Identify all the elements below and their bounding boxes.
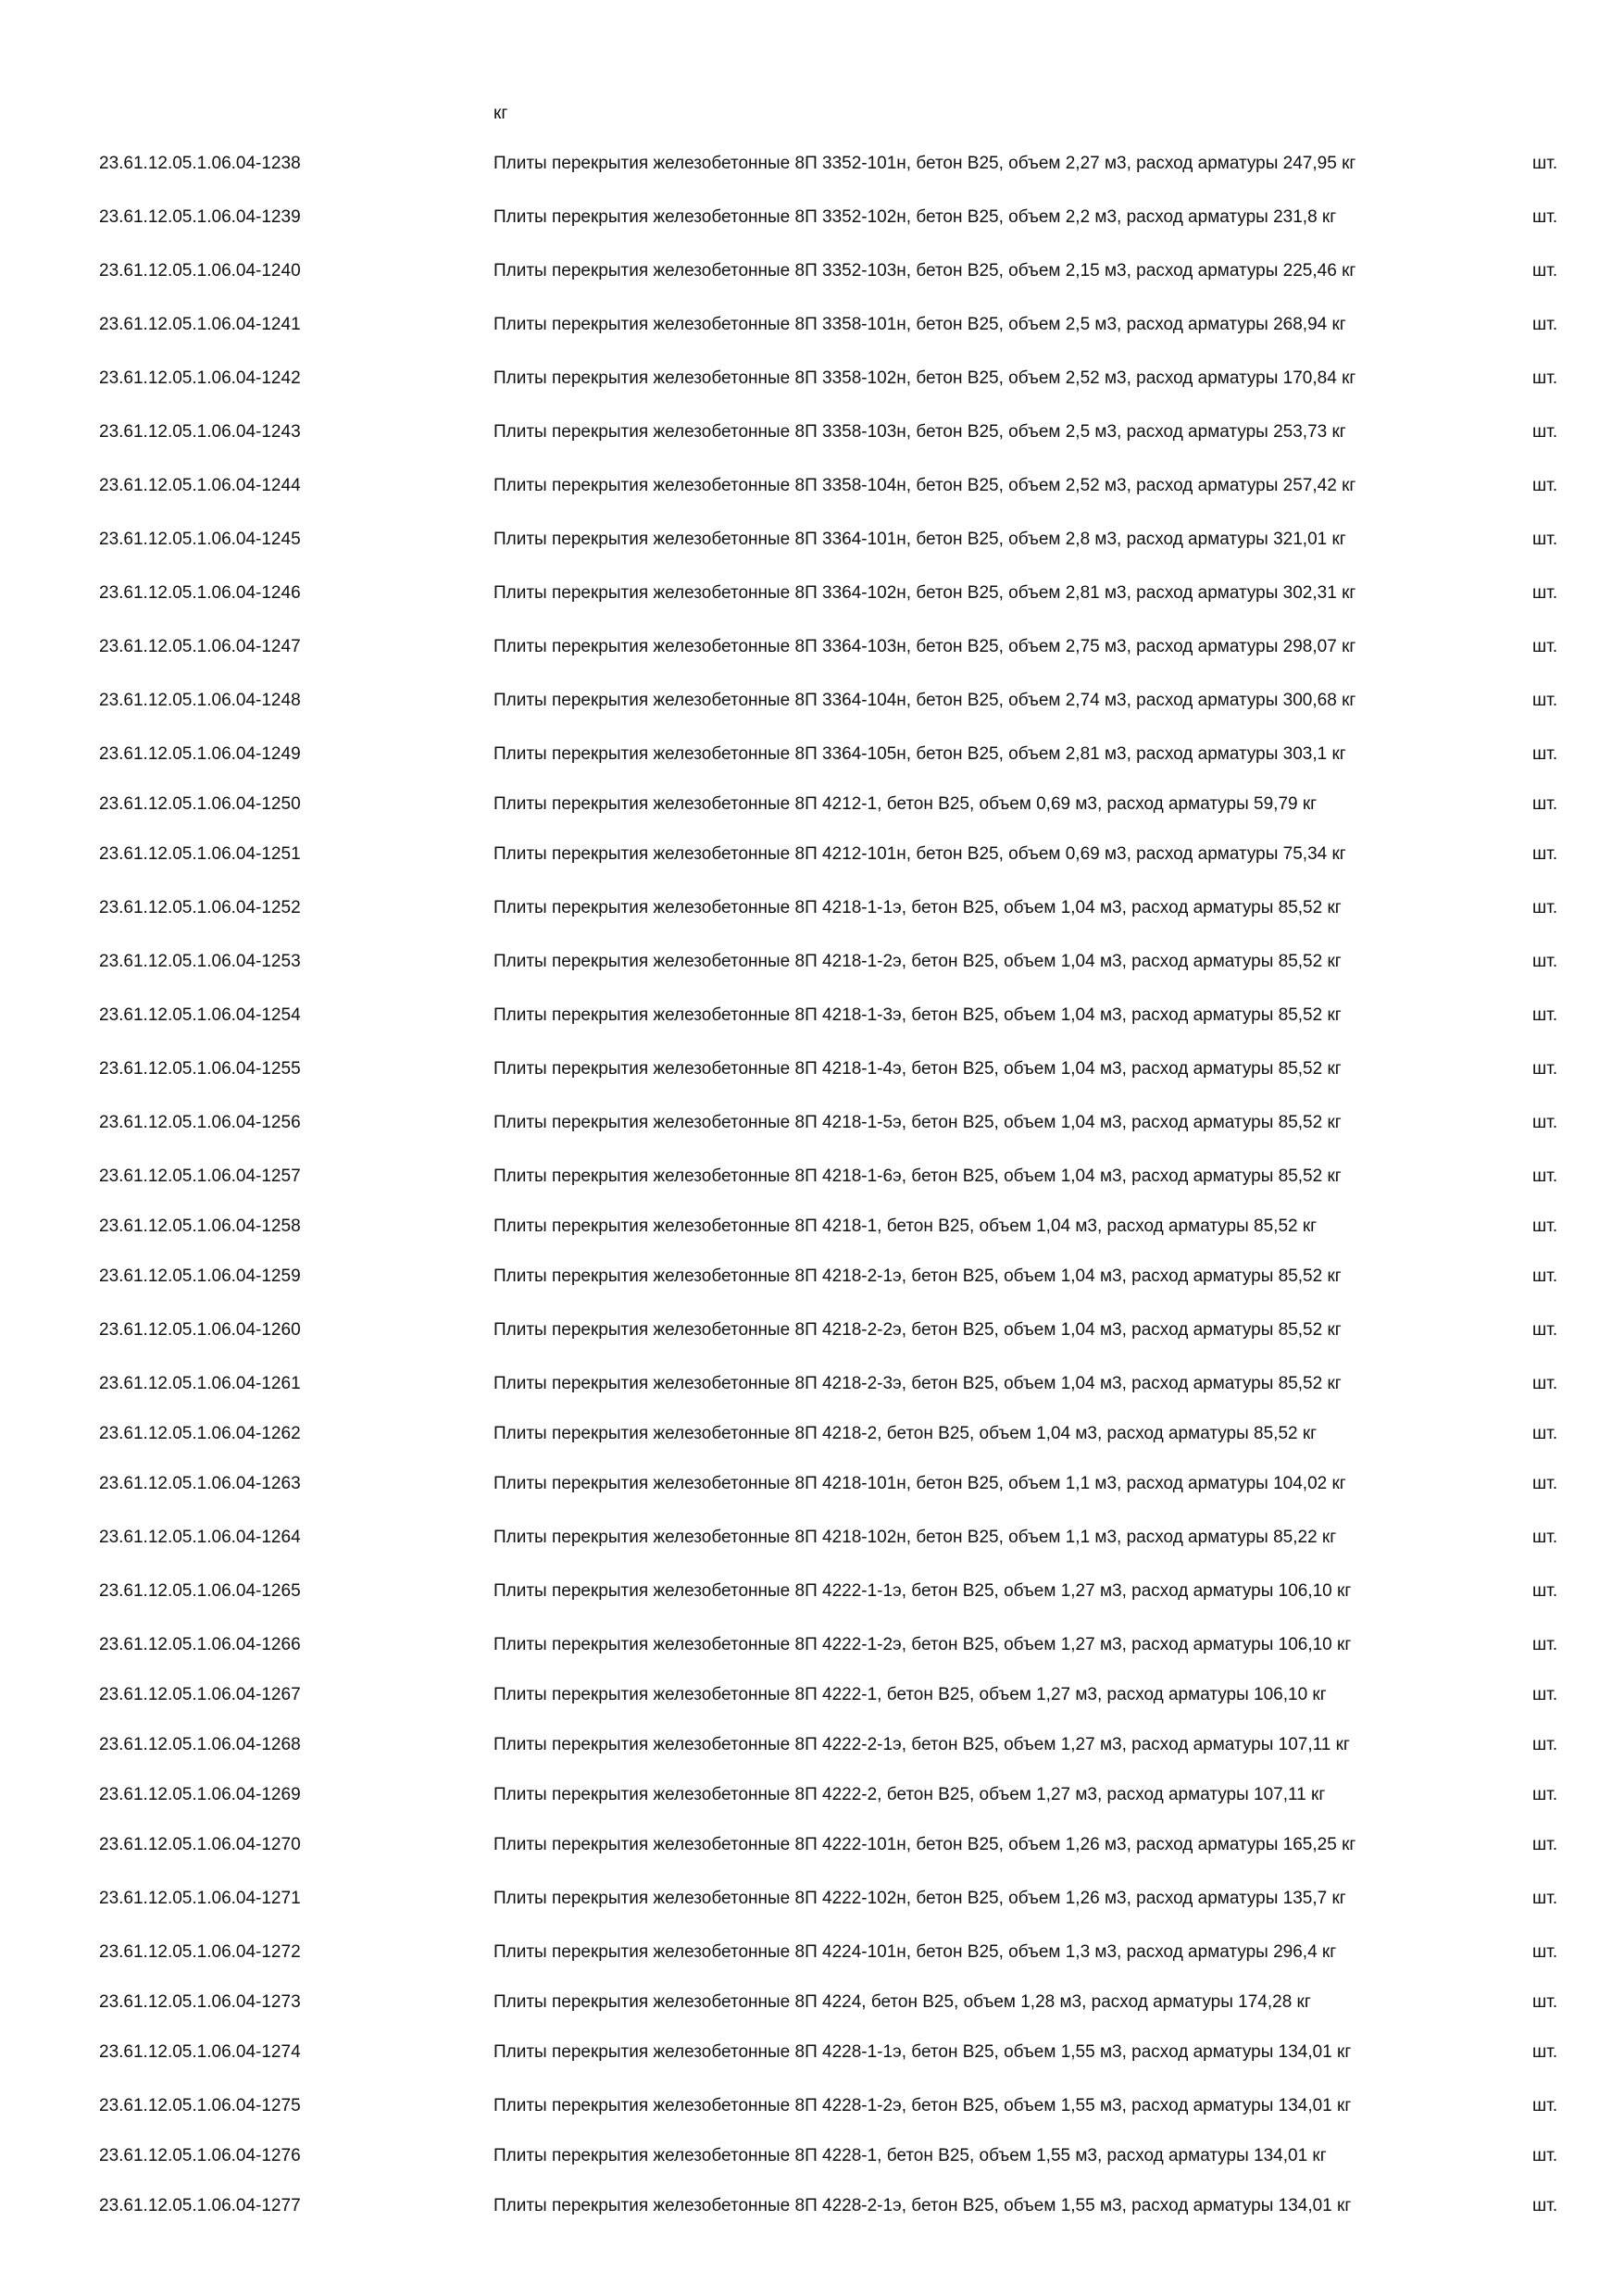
- table-row: [0, 2026, 1624, 2079]
- item-description: Плиты перекрытия железобетонные 8П 4222-2-1э, бетон B25, объем 1,27 м3, расход арматуры 107,11 кг: [493, 1735, 1350, 1754]
- item-unit: шт.: [1532, 1581, 1558, 1601]
- item-unit: шт.: [1532, 794, 1558, 814]
- item-description: Плиты перекрытия железобетонные 8П 3364-103н, бетон B25, объем 2,75 м3, расход арматуры 298,07 кг: [493, 637, 1356, 656]
- table-row: [0, 352, 1624, 406]
- item-unit: шт.: [1532, 422, 1558, 442]
- item-description: Плиты перекрытия железобетонные 8П 4228-1, бетон B25, объем 1,55 м3, расход арматуры 134,01 кг: [493, 2146, 1327, 2165]
- item-unit: шт.: [1532, 1167, 1558, 1186]
- item-description: Плиты перекрытия железобетонные 8П 3358-102н, бетон B25, объем 2,52 м3, расход арматуры 170,84 кг: [493, 368, 1356, 388]
- item-unit: шт.: [1532, 2146, 1558, 2165]
- item-code: 23.61.12.05.1.06.04-1276: [99, 2146, 301, 2165]
- item-unit: шт.: [1532, 368, 1558, 388]
- table-row: [0, 244, 1624, 298]
- table-row: [0, 1204, 1624, 1250]
- item-unit: шт.: [1532, 1735, 1558, 1754]
- item-description: Плиты перекрытия железобетонные 8П 4222-102н, бетон B25, объем 1,26 м3, расход арматуры 135,7 кг: [493, 1889, 1346, 1908]
- item-description: Плиты перекрытия железобетонные 8П 4218-1-5э, бетон B25, объем 1,04 м3, расход арматуры 85,52 кг: [493, 1113, 1342, 1132]
- table-row: [0, 137, 1624, 191]
- item-unit: шт.: [1532, 583, 1558, 603]
- item-code: 23.61.12.05.1.06.04-1252: [99, 898, 301, 917]
- item-unit: шт.: [1532, 1424, 1558, 1443]
- item-code: 23.61.12.05.1.06.04-1260: [99, 1320, 301, 1340]
- table-row: [0, 1672, 1624, 1718]
- item-unit: шт.: [1532, 530, 1558, 549]
- table-row: [0, 1772, 1624, 1818]
- item-unit: шт.: [1532, 898, 1558, 917]
- item-unit: шт.: [1532, 1889, 1558, 1908]
- table-row: [0, 298, 1624, 352]
- item-unit: шт.: [1532, 1374, 1558, 1393]
- item-code: 23.61.12.05.1.06.04-1241: [99, 315, 301, 334]
- item-description: Плиты перекрытия железобетонные 8П 4218-2-2э, бетон B25, объем 1,04 м3, расход арматуры 85,52 кг: [493, 1320, 1342, 1340]
- table-row: [0, 828, 1624, 881]
- item-unit: шт.: [1532, 1528, 1558, 1547]
- item-code: 23.61.12.05.1.06.04-1243: [99, 422, 301, 442]
- item-code: 23.61.12.05.1.06.04-1271: [99, 1889, 301, 1908]
- table-row: [0, 1096, 1624, 1150]
- item-code: 23.61.12.05.1.06.04-1256: [99, 1113, 301, 1132]
- item-description: Плиты перекрытия железобетонные 8П 4218-101н, бетон B25, объем 1,1 м3, расход арматуры 104,02 кг: [493, 1474, 1346, 1493]
- item-description: Плиты перекрытия железобетонные 8П 3352-101н, бетон B25, объем 2,27 м3, расход арматуры 247,95 кг: [493, 154, 1356, 173]
- table-row: [0, 620, 1624, 674]
- item-code: 23.61.12.05.1.06.04-1251: [99, 844, 301, 864]
- item-description: Плиты перекрытия железобетонные 8П 4222-1-1э, бетон B25, объем 1,27 м3, расход арматуры 106,10 кг: [493, 1581, 1352, 1601]
- item-code: 23.61.12.05.1.06.04-1239: [99, 207, 301, 227]
- item-description: Плиты перекрытия железобетонные 8П 4218-1-4э, бетон B25, объем 1,04 м3, расход арматуры 85,52 кг: [493, 1059, 1342, 1079]
- item-code: 23.61.12.05.1.06.04-1244: [99, 476, 301, 495]
- table-row: [0, 1457, 1624, 1511]
- table-row: [0, 1250, 1624, 1304]
- item-unit: шт.: [1532, 2096, 1558, 2115]
- item-code: 23.61.12.05.1.06.04-1262: [99, 1424, 301, 1443]
- table-row: [0, 1411, 1624, 1457]
- item-code: 23.61.12.05.1.06.04-1259: [99, 1267, 301, 1286]
- item-unit: шт.: [1532, 691, 1558, 710]
- table-row: [0, 781, 1624, 828]
- item-description: Плиты перекрытия железобетонные 8П 4222-2, бетон B25, объем 1,27 м3, расход арматуры 107,11 кг: [493, 1785, 1326, 1804]
- item-description: Плиты перекрытия железобетонные 8П 4212-1, бетон B25, объем 0,69 м3, расход арматуры 59,79 кг: [493, 794, 1318, 814]
- item-unit: шт.: [1532, 2196, 1558, 2215]
- table-row: [0, 728, 1624, 781]
- item-unit: шт.: [1532, 315, 1558, 334]
- item-unit: шт.: [1532, 1217, 1558, 1236]
- item-code: 23.61.12.05.1.06.04-1255: [99, 1059, 301, 1079]
- item-code: 23.61.12.05.1.06.04-1253: [99, 952, 301, 971]
- item-code: 23.61.12.05.1.06.04-1238: [99, 154, 301, 173]
- item-code: 23.61.12.05.1.06.04-1270: [99, 1835, 301, 1854]
- table-row: [0, 674, 1624, 728]
- item-code: 23.61.12.05.1.06.04-1267: [99, 1685, 301, 1704]
- item-unit: шт.: [1532, 1059, 1558, 1079]
- item-unit: шт.: [1532, 1635, 1558, 1654]
- table-row: [0, 989, 1624, 1042]
- price-list-table: [0, 137, 1624, 2233]
- item-unit: шт.: [1532, 1474, 1558, 1493]
- item-unit: шт.: [1532, 744, 1558, 764]
- item-description: Плиты перекрытия железобетонные 8П 4224, бетон B25, объем 1,28 м3, расход арматуры 174,28 кг: [493, 1992, 1311, 2012]
- item-code: 23.61.12.05.1.06.04-1240: [99, 261, 301, 281]
- table-row: [0, 1718, 1624, 1772]
- table-row: [0, 2079, 1624, 2133]
- table-row: [0, 2133, 1624, 2179]
- item-description: Плиты перекрытия железобетонные 8П 3364-105н, бетон B25, объем 2,81 м3, расход арматуры 303,1 кг: [493, 744, 1346, 764]
- item-unit: шт.: [1532, 1942, 1558, 1962]
- item-code: 23.61.12.05.1.06.04-1247: [99, 637, 301, 656]
- item-code: 23.61.12.05.1.06.04-1245: [99, 530, 301, 549]
- item-unit: шт.: [1532, 1267, 1558, 1286]
- item-code: 23.61.12.05.1.06.04-1277: [99, 2196, 301, 2215]
- table-row: [0, 459, 1624, 513]
- item-code: 23.61.12.05.1.06.04-1254: [99, 1005, 301, 1025]
- item-unit: шт.: [1532, 207, 1558, 227]
- item-code: 23.61.12.05.1.06.04-1274: [99, 2042, 301, 2062]
- item-code: 23.61.12.05.1.06.04-1261: [99, 1374, 301, 1393]
- item-unit: шт.: [1532, 1005, 1558, 1025]
- item-description: Плиты перекрытия железобетонные 8П 4212-101н, бетон B25, объем 0,69 м3, расход арматуры 75,34 кг: [493, 844, 1346, 864]
- table-row: [0, 1979, 1624, 2026]
- item-unit: шт.: [1532, 476, 1558, 495]
- item-description: Плиты перекрытия железобетонные 8П 4222-101н, бетон B25, объем 1,26 м3, расход арматуры 165,25 кг: [493, 1835, 1356, 1854]
- item-unit: шт.: [1532, 1785, 1558, 1804]
- table-row: [0, 1304, 1624, 1357]
- table-row: [0, 1565, 1624, 1618]
- item-description: Плиты перекрытия железобетонные 8П 3364-101н, бетон B25, объем 2,8 м3, расход арматуры 321,01 кг: [493, 530, 1346, 549]
- table-row: [0, 1357, 1624, 1411]
- item-code: 23.61.12.05.1.06.04-1272: [99, 1942, 301, 1962]
- item-unit: шт.: [1532, 637, 1558, 656]
- item-code: 23.61.12.05.1.06.04-1250: [99, 794, 301, 814]
- item-code: 23.61.12.05.1.06.04-1242: [99, 368, 301, 388]
- table-row: [0, 1926, 1624, 1979]
- item-code: 23.61.12.05.1.06.04-1265: [99, 1581, 301, 1601]
- item-unit: шт.: [1532, 844, 1558, 864]
- item-code: 23.61.12.05.1.06.04-1275: [99, 2096, 301, 2115]
- item-unit: шт.: [1532, 261, 1558, 281]
- item-description: Плиты перекрытия железобетонные 8П 4224-101н, бетон B25, объем 1,3 м3, расход арматуры 296,4 кг: [493, 1942, 1337, 1962]
- item-description: Плиты перекрытия железобетонные 8П 3358-104н, бетон B25, объем 2,52 м3, расход арматуры 257,42 кг: [493, 476, 1356, 495]
- item-description: Плиты перекрытия железобетонные 8П 3352-103н, бетон B25, объем 2,15 м3, расход арматуры 225,46 кг: [493, 261, 1356, 281]
- item-unit: шт.: [1532, 2042, 1558, 2062]
- table-row: [0, 513, 1624, 567]
- item-code: 23.61.12.05.1.06.04-1258: [99, 1217, 301, 1236]
- item-unit: шт.: [1532, 1685, 1558, 1704]
- item-description: Плиты перекрытия железобетонные 8П 4228-1-1э, бетон B25, объем 1,55 м3, расход арматуры 134,01 кг: [493, 2042, 1352, 2062]
- item-description: Плиты перекрытия железобетонные 8П 3352-102н, бетон B25, объем 2,2 м3, расход арматуры 231,8 кг: [493, 207, 1337, 227]
- item-description: Плиты перекрытия железобетонные 8П 4228-2-1э, бетон B25, объем 1,55 м3, расход арматуры 134,01 кг: [493, 2196, 1352, 2215]
- item-description: Плиты перекрытия железобетонные 8П 3364-102н, бетон B25, объем 2,81 м3, расход арматуры 302,31 кг: [493, 583, 1356, 603]
- table-row: [0, 935, 1624, 989]
- item-description: Плиты перекрытия железобетонные 8П 4218-102н, бетон B25, объем 1,1 м3, расход арматуры 85,22 кг: [493, 1528, 1337, 1547]
- item-code: 23.61.12.05.1.06.04-1246: [99, 583, 301, 603]
- table-row: [0, 1150, 1624, 1204]
- table-row: [0, 1042, 1624, 1096]
- item-code: 23.61.12.05.1.06.04-1268: [99, 1735, 301, 1754]
- table-row: [0, 2179, 1624, 2233]
- item-code: 23.61.12.05.1.06.04-1257: [99, 1167, 301, 1186]
- item-description: Плиты перекрытия железобетонные 8П 4218-1, бетон B25, объем 1,04 м3, расход арматуры 85,52 кг: [493, 1217, 1318, 1236]
- item-description: Плиты перекрытия железобетонные 8П 4218-2, бетон B25, объем 1,04 м3, расход арматуры 85,52 кг: [493, 1424, 1318, 1443]
- item-description: Плиты перекрытия железобетонные 8П 4218-1-2э, бетон B25, объем 1,04 м3, расход арматуры 85,52 кг: [493, 952, 1342, 971]
- item-description: Плиты перекрытия железобетонные 8П 4218-1-6э, бетон B25, объем 1,04 м3, расход арматуры 85,52 кг: [493, 1167, 1342, 1186]
- item-description: Плиты перекрытия железобетонные 8П 3358-101н, бетон B25, объем 2,5 м3, расход арматуры 268,94 кг: [493, 315, 1346, 334]
- item-unit: шт.: [1532, 154, 1558, 173]
- table-row: [0, 567, 1624, 620]
- item-unit: шт.: [1532, 1992, 1558, 2012]
- table-row: [0, 1872, 1624, 1926]
- table-row: [0, 881, 1624, 935]
- item-unit: шт.: [1532, 1320, 1558, 1340]
- item-unit: шт.: [1532, 1835, 1558, 1854]
- item-unit: шт.: [1532, 1113, 1558, 1132]
- item-description: Плиты перекрытия железобетонные 8П 4218-2-3э, бетон B25, объем 1,04 м3, расход арматуры 85,52 кг: [493, 1374, 1342, 1393]
- continuation-text: кг: [493, 104, 508, 123]
- table-row: [0, 1618, 1624, 1672]
- table-row: [0, 406, 1624, 459]
- item-code: 23.61.12.05.1.06.04-1269: [99, 1785, 301, 1804]
- item-code: 23.61.12.05.1.06.04-1248: [99, 691, 301, 710]
- item-description: Плиты перекрытия железобетонные 8П 3358-103н, бетон B25, объем 2,5 м3, расход арматуры 253,73 кг: [493, 422, 1346, 442]
- item-description: Плиты перекрытия железобетонные 8П 4222-1-2э, бетон B25, объем 1,27 м3, расход арматуры 106,10 кг: [493, 1635, 1352, 1654]
- table-row: [0, 1818, 1624, 1872]
- item-code: 23.61.12.05.1.06.04-1264: [99, 1528, 301, 1547]
- table-row: [0, 1511, 1624, 1565]
- item-description: Плиты перекрытия железобетонные 8П 3364-104н, бетон B25, объем 2,74 м3, расход арматуры 300,68 кг: [493, 691, 1356, 710]
- item-unit: шт.: [1532, 952, 1558, 971]
- item-description: Плиты перекрытия железобетонные 8П 4228-1-2э, бетон B25, объем 1,55 м3, расход арматуры 134,01 кг: [493, 2096, 1352, 2115]
- item-description: Плиты перекрытия железобетонные 8П 4218-1-3э, бетон B25, объем 1,04 м3, расход арматуры 85,52 кг: [493, 1005, 1342, 1025]
- item-code: 23.61.12.05.1.06.04-1273: [99, 1992, 301, 2012]
- table-row: [0, 191, 1624, 244]
- item-description: Плиты перекрытия железобетонные 8П 4218-1-1э, бетон B25, объем 1,04 м3, расход арматуры 85,52 кг: [493, 898, 1342, 917]
- item-code: 23.61.12.05.1.06.04-1266: [99, 1635, 301, 1654]
- item-description: Плиты перекрытия железобетонные 8П 4222-1, бетон B25, объем 1,27 м3, расход арматуры 106,10 кг: [493, 1685, 1327, 1704]
- item-code: 23.61.12.05.1.06.04-1263: [99, 1474, 301, 1493]
- item-description: Плиты перекрытия железобетонные 8П 4218-2-1э, бетон B25, объем 1,04 м3, расход арматуры 85,52 кг: [493, 1267, 1342, 1286]
- item-code: 23.61.12.05.1.06.04-1249: [99, 744, 301, 764]
